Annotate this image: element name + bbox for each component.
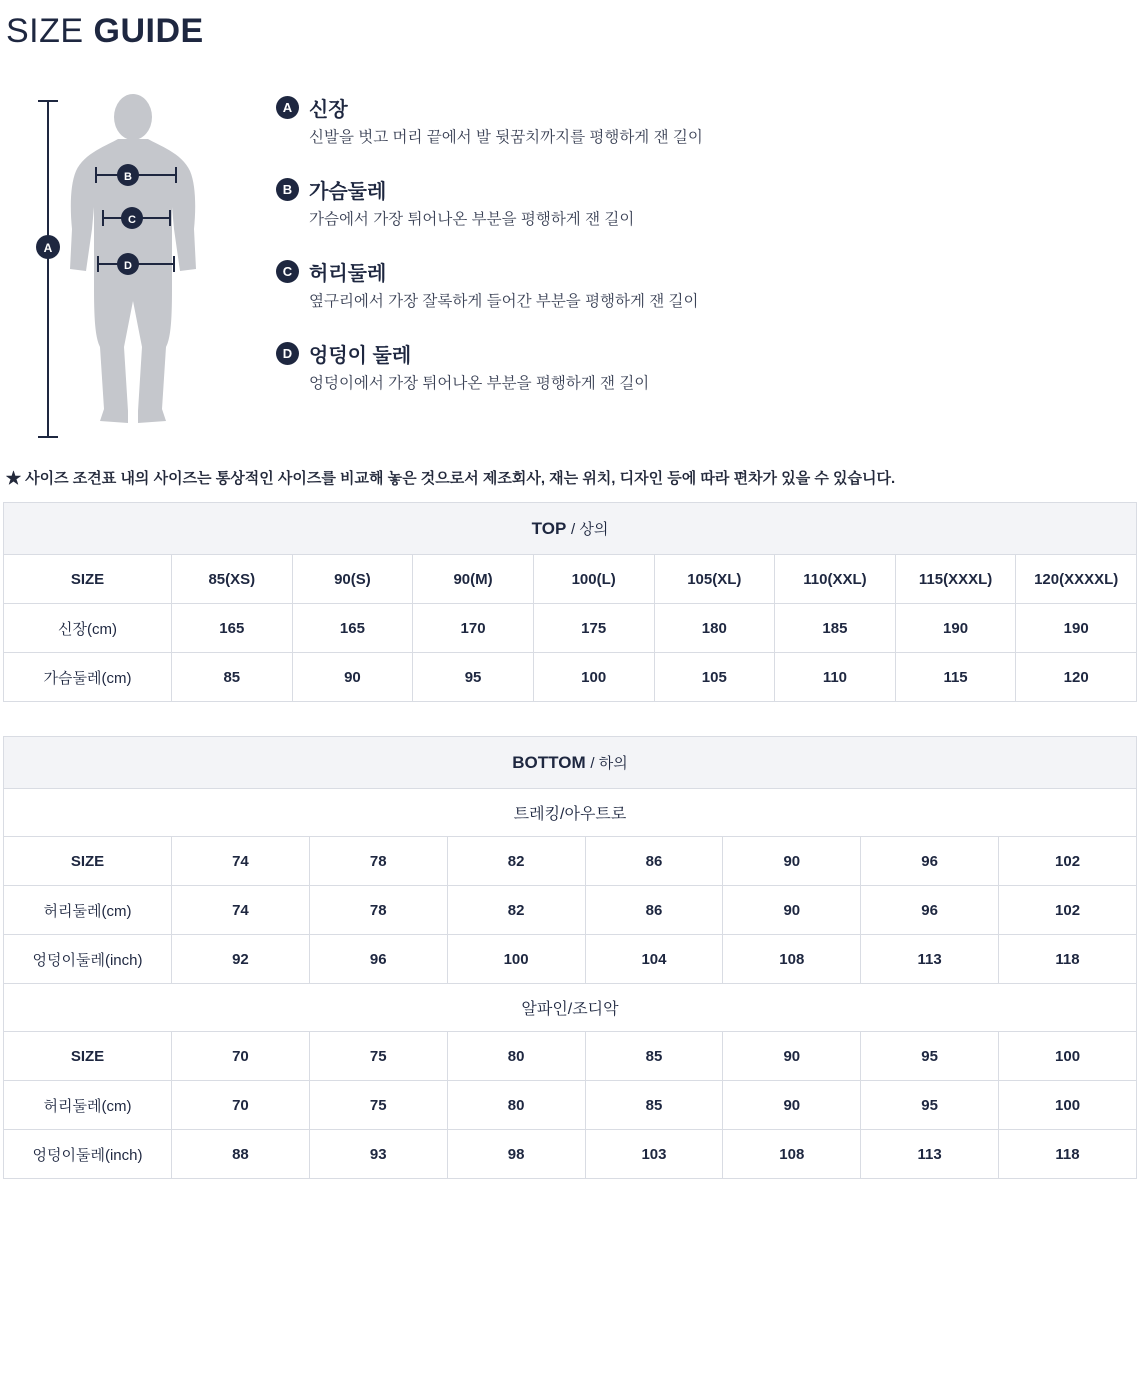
bottom-s0-size-0: 74 xyxy=(172,837,310,886)
bottom-s0-row1-v1: 96 xyxy=(309,935,447,984)
top-row0-v3: 175 xyxy=(533,604,654,653)
body-figure xyxy=(8,89,258,449)
page-title xyxy=(0,0,1140,51)
bottom-s1-row0-v2: 80 xyxy=(447,1081,585,1130)
bottom-s1-row1-label: 엉덩이둘레(inch) xyxy=(4,1130,172,1179)
table-row xyxy=(4,1081,1137,1130)
bottom-s0-row0-v0: 74 xyxy=(172,886,310,935)
legend-item-a xyxy=(276,93,1140,149)
bottom-s1-row0-v6: 100 xyxy=(999,1081,1137,1130)
bottom-s0-size-4: 90 xyxy=(723,837,861,886)
legend-title-a: 신장 xyxy=(309,99,348,121)
bottom-s1-size-3: 85 xyxy=(585,1032,723,1081)
bottom-s1-size-4: 90 xyxy=(723,1032,861,1081)
svg-text:D: D xyxy=(124,260,132,272)
legend-list xyxy=(258,89,1140,449)
svg-text:B: B xyxy=(124,171,132,183)
top-size-0: 85(XS) xyxy=(172,555,293,604)
legend-desc-d: 엉덩이에서 가장 튀어나온 부분을 평행하게 잰 길이 xyxy=(309,374,650,392)
top-size-3: 100(L) xyxy=(533,555,654,604)
legend-badge-b: B xyxy=(276,178,299,201)
bottom-s1-row1-v5: 113 xyxy=(861,1130,999,1179)
page-title-part2: GUIDE xyxy=(93,12,204,50)
bottom-s1-row1-v1: 93 xyxy=(309,1130,447,1179)
bottom-s0-size-label: SIZE xyxy=(4,837,172,886)
table-row xyxy=(4,886,1137,935)
bottom-s1-row0-v4: 90 xyxy=(723,1081,861,1130)
table-row xyxy=(4,1032,1137,1081)
bottom-s0-size-5: 96 xyxy=(861,837,999,886)
bottom-s0-row0-v6: 102 xyxy=(999,886,1137,935)
top-table-header-ko: / 상의 xyxy=(571,521,609,538)
legend-item-b xyxy=(276,175,1140,231)
top-row0-v1: 165 xyxy=(292,604,413,653)
top-table-header xyxy=(4,503,1137,555)
bottom-s0-row0-v4: 90 xyxy=(723,886,861,935)
top-row1-v6: 115 xyxy=(895,653,1016,702)
top-row1-v4: 105 xyxy=(654,653,775,702)
bottom-s0-row1-v4: 108 xyxy=(723,935,861,984)
bottom-table-header-en: BOTTOM xyxy=(512,753,586,772)
top-size-7: 120(XXXXL) xyxy=(1016,555,1137,604)
page-title-part1: SIZE xyxy=(6,12,84,50)
table-row xyxy=(4,837,1137,886)
bottom-size-table xyxy=(3,736,1137,1179)
legend-badge-d: D xyxy=(276,342,299,365)
bottom-s0-row1-label: 엉덩이둘레(inch) xyxy=(4,935,172,984)
svg-text:A: A xyxy=(43,241,53,255)
top-row0-v7: 190 xyxy=(1016,604,1137,653)
guide-section xyxy=(0,51,1140,449)
legend-item-c xyxy=(276,257,1140,313)
top-row0-label: 신장(cm) xyxy=(4,604,172,653)
bottom-s0-row1-v2: 100 xyxy=(447,935,585,984)
legend-item-d xyxy=(276,339,1140,395)
bottom-s0-size-3: 86 xyxy=(585,837,723,886)
bottom-s1-size-2: 80 xyxy=(447,1032,585,1081)
top-row1-v3: 100 xyxy=(533,653,654,702)
top-row1-v7: 120 xyxy=(1016,653,1137,702)
top-size-table xyxy=(3,502,1137,702)
top-row0-v6: 190 xyxy=(895,604,1016,653)
top-row0-v0: 165 xyxy=(172,604,293,653)
bottom-table-header xyxy=(4,737,1137,789)
table-row xyxy=(4,935,1137,984)
bottom-s0-row0-v1: 78 xyxy=(309,886,447,935)
top-row0-v5: 185 xyxy=(775,604,896,653)
top-size-6: 115(XXXL) xyxy=(895,555,1016,604)
bottom-s1-row0-v1: 75 xyxy=(309,1081,447,1130)
body-diagram-svg xyxy=(8,89,258,449)
legend-desc-c: 옆구리에서 가장 잘록하게 들어간 부분을 평행하게 잰 길이 xyxy=(309,292,699,310)
svg-text:C: C xyxy=(128,214,136,226)
disclaimer-note: ★ 사이즈 조견표 내의 사이즈는 통상적인 사이즈를 비교해 놓은 것으로서 제조회사, 재는 위치, 디자인 등에 따라 편차가 있을 수 있습니다. xyxy=(6,470,896,487)
bottom-section-1-subtitle: 알파인/조디악 xyxy=(4,984,1137,1032)
legend-title-b: 가슴둘레 xyxy=(309,180,387,203)
top-row1-v2: 95 xyxy=(413,653,534,702)
legend-title-d: 엉덩이 둘레 xyxy=(309,344,412,367)
legend-title-c: 허리둘레 xyxy=(309,262,387,285)
top-size-5: 110(XXL) xyxy=(775,555,896,604)
bottom-s1-size-label: SIZE xyxy=(4,1032,172,1081)
top-size-4: 105(XL) xyxy=(654,555,775,604)
bottom-s0-row1-v0: 92 xyxy=(172,935,310,984)
bottom-s1-row1-v3: 103 xyxy=(585,1130,723,1179)
bottom-s1-row1-v4: 108 xyxy=(723,1130,861,1179)
table-row xyxy=(4,653,1137,702)
bottom-s1-row0-v3: 85 xyxy=(585,1081,723,1130)
top-row1-v0: 85 xyxy=(172,653,293,702)
bottom-s0-row0-v2: 82 xyxy=(447,886,585,935)
top-table-header-en: TOP xyxy=(531,519,567,538)
bottom-s0-row1-v3: 104 xyxy=(585,935,723,984)
top-row0-v4: 180 xyxy=(654,604,775,653)
bottom-s1-size-6: 100 xyxy=(999,1032,1137,1081)
legend-desc-b: 가슴에서 가장 튀어나온 부분을 평행하게 잰 길이 xyxy=(309,210,635,228)
bottom-table-header-ko: / 하의 xyxy=(590,755,628,772)
bottom-s1-row1-v0: 88 xyxy=(172,1130,310,1179)
bottom-s1-size-0: 70 xyxy=(172,1032,310,1081)
bottom-s0-size-6: 102 xyxy=(999,837,1137,886)
top-size-1: 90(S) xyxy=(292,555,413,604)
top-size-2: 90(M) xyxy=(413,555,534,604)
top-row1-v1: 90 xyxy=(292,653,413,702)
table-row xyxy=(4,1130,1137,1179)
bottom-s1-row0-label: 허리둘레(cm) xyxy=(4,1081,172,1130)
top-row1-v5: 110 xyxy=(775,653,896,702)
table-row xyxy=(4,604,1137,653)
bottom-s0-row0-label: 허리둘레(cm) xyxy=(4,886,172,935)
bottom-s0-row1-v6: 118 xyxy=(999,935,1137,984)
top-row0-v2: 170 xyxy=(413,604,534,653)
legend-badge-a: A xyxy=(276,96,299,119)
top-row1-label: 가슴둘레(cm) xyxy=(4,653,172,702)
bottom-s1-row0-v0: 70 xyxy=(172,1081,310,1130)
bottom-s1-row1-v2: 98 xyxy=(447,1130,585,1179)
legend-badge-c: C xyxy=(276,260,299,283)
bottom-s1-size-5: 95 xyxy=(861,1032,999,1081)
bottom-s0-row0-v3: 86 xyxy=(585,886,723,935)
bottom-s0-size-1: 78 xyxy=(309,837,447,886)
bottom-s1-row0-v5: 95 xyxy=(861,1081,999,1130)
bottom-s1-row1-v6: 118 xyxy=(999,1130,1137,1179)
table-row xyxy=(4,555,1137,604)
bottom-s0-row0-v5: 96 xyxy=(861,886,999,935)
legend-desc-a: 신발을 벗고 머리 끝에서 발 뒷꿈치까지를 평행하게 잰 길이 xyxy=(309,129,703,146)
top-size-label: SIZE xyxy=(4,555,172,604)
bottom-s0-size-2: 82 xyxy=(447,837,585,886)
bottom-s1-size-1: 75 xyxy=(309,1032,447,1081)
bottom-section-0-subtitle: 트레킹/아우트로 xyxy=(4,789,1137,837)
bottom-s0-row1-v5: 113 xyxy=(861,935,999,984)
